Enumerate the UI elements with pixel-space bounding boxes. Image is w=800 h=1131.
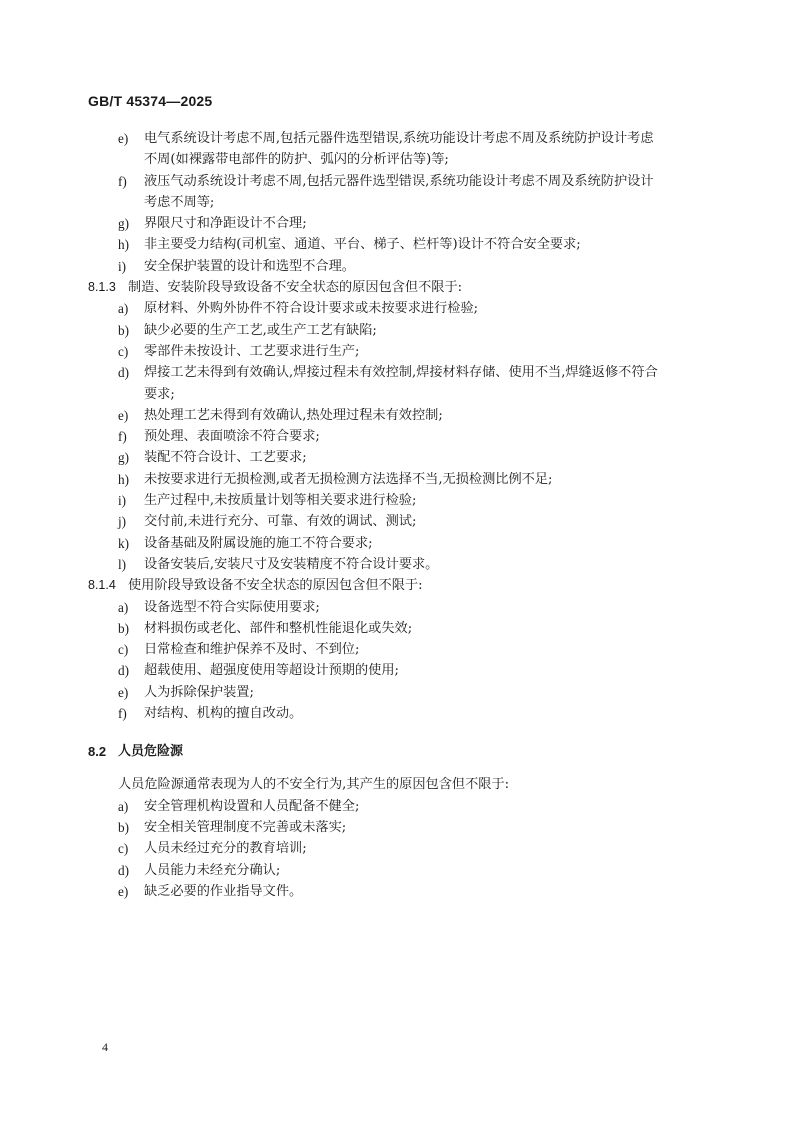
item-label: e) (118, 684, 129, 700)
list-item (0, 213, 800, 234)
item-label: g) (118, 216, 129, 232)
list-item-continuation (0, 192, 800, 213)
item-text: 超载使用、超强度使用等超设计预期的使用; (144, 663, 400, 679)
item-label: d) (118, 365, 129, 381)
item-text: 设备安装后,安装尺寸及安装精度不符合设计要求。 (144, 556, 439, 572)
item-text: 设备选型不符合实际使用要求; (144, 599, 320, 615)
list-item (0, 881, 800, 902)
list-item (0, 682, 800, 703)
list-item (0, 490, 800, 511)
item-text: 日常检查和维护保养不及时、不到位; (144, 642, 360, 658)
list-item (0, 426, 800, 447)
item-text: 非主要受力结构(司机室、通道、平台、梯子、栏杆等)设计不符合安全要求; (144, 237, 581, 253)
item-text: 液压气动系统设计考虑不周,包括元器件选型错误,系统功能设计考虑不周及系统防护设计 (144, 173, 654, 189)
item-label: i) (118, 258, 127, 274)
item-text: 设备基础及附属设施的施工不符合要求; (144, 535, 373, 551)
item-label: a) (118, 301, 129, 317)
item-label: e) (118, 131, 129, 146)
item-label: c) (118, 343, 129, 359)
list-item-continuation (0, 384, 800, 405)
list-design (0, 128, 800, 277)
item-text: 缺少必要的生产工艺,或生产工艺有缺陷; (144, 322, 377, 338)
item-text: 界限尺寸和净距设计不合理; (144, 216, 307, 232)
section-heading-8-2 (0, 741, 800, 762)
spacer (0, 762, 800, 774)
item-label: d) (118, 862, 129, 878)
item-text: 考虑不周等; (144, 194, 215, 210)
item-text: 预处理、表面喷涂不符合要求; (144, 429, 320, 445)
item-text: 人员未经过充分的教育培训; (144, 841, 307, 857)
item-text: 安全相关管理制度不完善或未落实; (144, 819, 347, 835)
list-item (0, 469, 800, 490)
item-text: 材料损伤或老化、部件和整机性能退化或失效; (144, 620, 413, 636)
list-item (0, 234, 800, 255)
list-item (0, 320, 800, 341)
item-text: 装配不符合设计、工艺要求; (144, 450, 307, 466)
item-label: f) (118, 429, 127, 445)
item-label: j) (118, 514, 127, 530)
item-text: 生产过程中,未按质量计划等相关要求进行检验; (144, 493, 417, 509)
item-text: 对结构、机构的擅自改动。 (144, 706, 303, 722)
item-label: a) (118, 599, 129, 615)
item-label: f) (118, 173, 127, 189)
item-text: 焊接工艺未得到有效确认,焊接过程未有效控制,焊接材料存储、使用不当,焊缝返修不符合 (144, 365, 658, 381)
item-label: b) (118, 819, 129, 835)
item-label: e) (118, 407, 129, 423)
list-item (0, 511, 800, 532)
list-item (0, 447, 800, 468)
item-label: c) (118, 841, 129, 857)
list-item (0, 639, 800, 660)
list-item (0, 256, 800, 277)
subclause-8-1-3 (0, 277, 800, 298)
item-text: 热处理工艺未得到有效确认,热处理过程未有效控制; (144, 407, 443, 423)
clause-text: 使用阶段导致设备不安全状态的原因包含但不限于: (128, 578, 423, 594)
item-label: d) (118, 663, 129, 679)
list-item (0, 533, 800, 554)
list-item (0, 860, 800, 881)
item-label: a) (118, 798, 129, 814)
intro-paragraph (0, 774, 800, 795)
item-text: 电气系统设计考虑不周,包括元器件选型错误,系统功能设计考虑不周及系统防护设计考虑 (144, 131, 654, 146)
list-item (0, 128, 800, 149)
list-item (0, 703, 800, 724)
spacer (0, 724, 800, 741)
item-label: e) (118, 883, 129, 899)
list-item (0, 405, 800, 426)
item-text: 未按要求进行无损检测,或者无损检测方法选择不当,无损检测比例不足; (144, 471, 553, 487)
clause-number: 8.1.4 (88, 578, 116, 593)
item-text: 人员能力未经充分确认; (144, 862, 281, 878)
clause-text: 制造、安装阶段导致设备不安全状态的原因包含但不限于: (128, 280, 463, 296)
item-label: b) (118, 322, 129, 338)
list-item (0, 618, 800, 639)
item-label: h) (118, 471, 129, 487)
item-text: 人为拆除保护装置; (144, 684, 254, 700)
document-body (0, 128, 800, 902)
item-text: 交付前,未进行充分、可靠、有效的调试、测试; (144, 514, 417, 530)
list-manufacturing (0, 298, 800, 575)
list-item-continuation (0, 149, 800, 170)
item-label: i) (118, 493, 127, 509)
section-title: 人员危险源 (118, 744, 184, 760)
item-label: b) (118, 620, 129, 636)
item-text: 要求; (144, 386, 175, 402)
item-text: 零部件未按设计、工艺要求进行生产; (144, 343, 360, 359)
item-text: 安全管理机构设置和人员配备不健全; (144, 798, 360, 814)
list-item (0, 554, 800, 575)
clause-number: 8.1.3 (88, 280, 116, 295)
item-label: k) (118, 535, 129, 551)
item-label: f) (118, 706, 127, 722)
item-text: 缺乏必要的作业指导文件。 (144, 883, 303, 899)
list-item (0, 362, 800, 383)
standard-id: GB/T 45374—2025 (88, 93, 213, 109)
item-label: h) (118, 237, 129, 253)
item-label: l) (118, 556, 127, 572)
paragraph-text: 人员危险源通常表现为人的不安全行为,其产生的原因包含但不限于: (118, 777, 510, 793)
item-text: 原材料、外购外协件不符合设计要求或未按要求进行检验; (144, 301, 479, 317)
list-item (0, 597, 800, 618)
item-text: 不周(如裸露带电部件的防护、弧闪的分析评估等)等; (144, 152, 449, 168)
list-item (0, 817, 800, 838)
list-item (0, 838, 800, 859)
list-personnel (0, 796, 800, 902)
list-item (0, 298, 800, 319)
list-item (0, 171, 800, 192)
page-number: 4 (102, 1040, 108, 1054)
item-text: 安全保护装置的设计和选型不合理。 (144, 258, 355, 274)
list-usage (0, 597, 800, 725)
subclause-8-1-4 (0, 575, 800, 596)
section-number: 8.2 (88, 744, 107, 760)
item-label: g) (118, 450, 129, 466)
list-item (0, 341, 800, 362)
item-label: c) (118, 642, 129, 658)
list-item (0, 796, 800, 817)
list-item (0, 660, 800, 681)
